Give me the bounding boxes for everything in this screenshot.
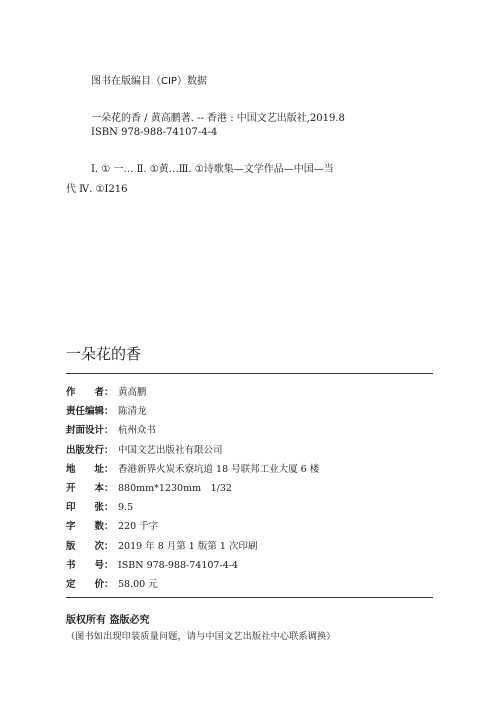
info-value: ISBN 978-988-74107-4-4: [118, 559, 238, 571]
info-value: 9.5: [118, 502, 134, 514]
info-row-author: [66, 383, 319, 402]
info-row-publisher: [66, 441, 319, 460]
info-value: 陈清龙: [118, 406, 147, 418]
cip-heading: 图书在版编目（CIP）数据: [91, 76, 207, 87]
info-value: 中国文艺出版社有限公司: [118, 444, 223, 456]
info-value: 880mm*1230mm 1/32: [118, 482, 232, 494]
info-row-word-count: [66, 517, 319, 536]
book-title: 一朵花的香: [66, 345, 142, 363]
info-row-isbn: [66, 556, 319, 575]
info-row-format: [66, 479, 319, 498]
info-label: 封面设计：: [66, 425, 114, 437]
info-label: 作 者：: [66, 387, 114, 398]
info-value: 杭州众书: [118, 425, 157, 437]
info-label: 开 本：: [66, 482, 114, 494]
info-label: 责任编辑：: [66, 406, 114, 418]
info-row-price: [66, 575, 319, 594]
info-label: 印 张：: [66, 502, 114, 514]
info-value: 58.00 元: [118, 578, 158, 590]
info-value: 黄高鹏: [118, 387, 147, 398]
info-label: 定 价：: [66, 578, 114, 590]
publication-info: [66, 383, 319, 594]
cip-classification-line-cont: 代 Ⅳ. ①I216: [66, 184, 128, 195]
divider-top: [66, 373, 433, 374]
info-row-editor: [66, 402, 319, 421]
info-row-address: [66, 460, 319, 479]
info-label: 出版发行：: [66, 444, 114, 456]
cip-isbn-line: ISBN 978-988-74107-4-4: [91, 127, 218, 138]
info-label: 字 数：: [66, 521, 114, 533]
divider-bottom: [66, 597, 433, 598]
info-value: 220 千字: [118, 521, 159, 533]
info-row-sheets: [66, 498, 319, 517]
info-value: 香港新界火炭禾寮坑道 18 号联邦工业大厦 6 楼: [118, 463, 320, 475]
cip-classification-line: Ⅰ. ① 一… Ⅱ. ①黄…Ⅲ. ①诗歌集—文学作品—中国—当: [91, 164, 334, 175]
info-row-edition: [66, 537, 319, 556]
info-label: 地 址：: [66, 463, 114, 475]
info-row-cover-design: [66, 421, 319, 440]
info-value: 2019 年 8 月第 1 版第 1 次印刷: [118, 540, 258, 552]
print-quality-notice: （图书如出现印装质量问题，请与中国文艺出版社中心联系调换）: [66, 632, 336, 642]
cip-title-line: 一朵花的香 / 黄高鹏著. -- 香港 : 中国文艺出版社,2019.8: [91, 113, 345, 124]
info-label: 书 号：: [66, 559, 114, 571]
copyright-notice: 版权所有 盗版必究: [66, 615, 150, 626]
info-label: 版 次：: [66, 540, 114, 552]
